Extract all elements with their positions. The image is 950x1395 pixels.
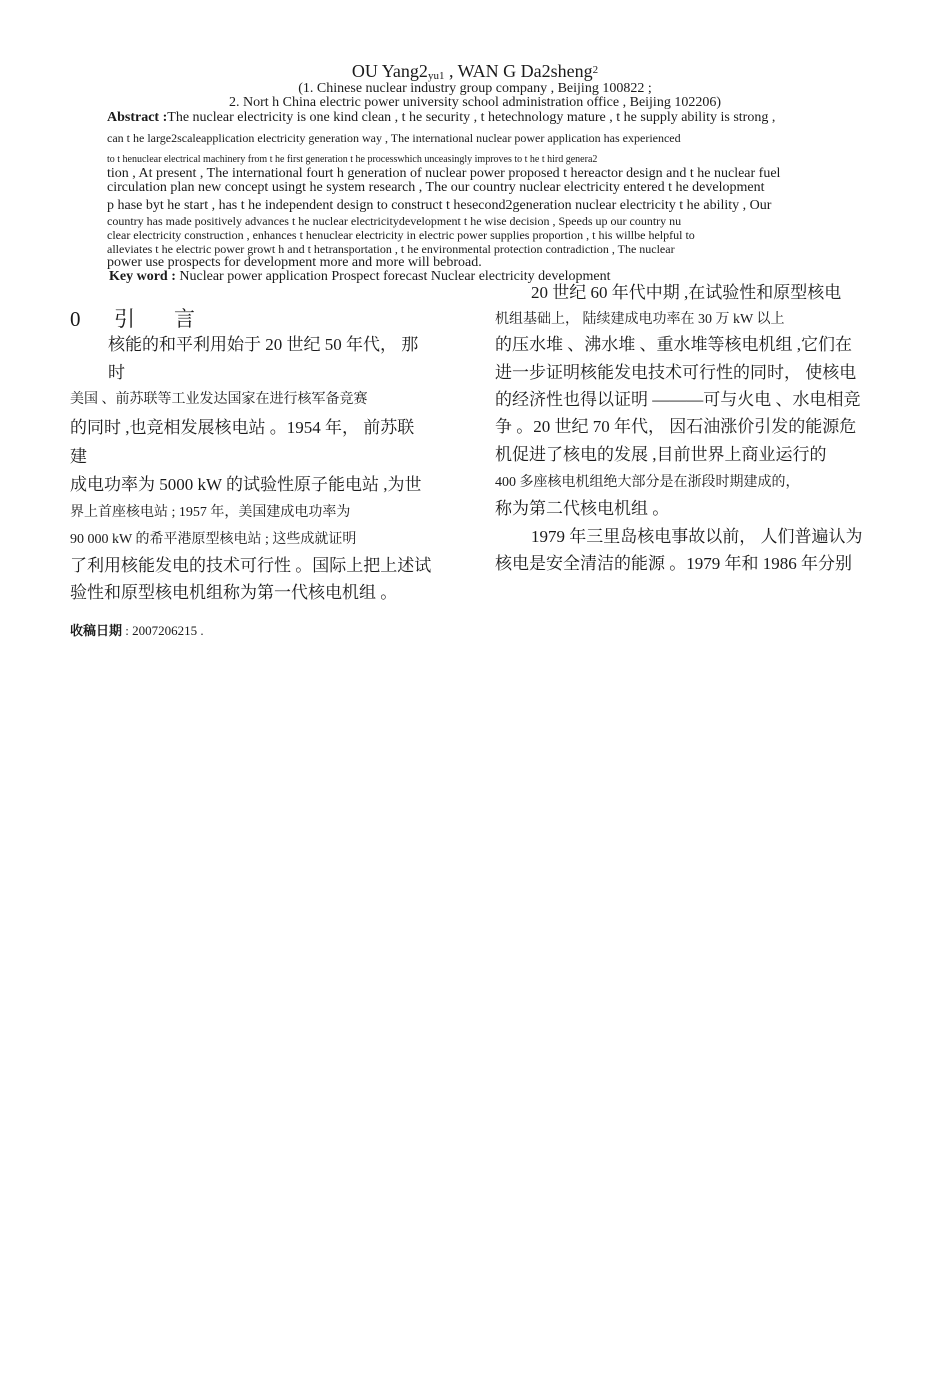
right-para-line-3: 的压水堆 、沸水堆 、重水堆等核电机组 ,它们在 (495, 335, 852, 354)
authors-line (0, 61, 950, 82)
received-date-label: 收稿日期 (70, 623, 123, 638)
left-para-line-9: 了利用核能发电的技术可行性 。国际上把上述试 (70, 556, 432, 575)
left-para-line-8: 90 000 kW 的希平港原型核电站 ; 这些成就证明 (70, 532, 357, 547)
author-1-affil-mark: yu1 (427, 70, 445, 82)
left-para-line-7: 界上首座核电站 ; 1957 年，美国建成电功率为 (70, 505, 351, 520)
section-title-char-2: 言 (174, 307, 195, 331)
section-title-char-1: 引 (114, 307, 135, 331)
abstract-line-1 (107, 110, 775, 125)
abstract-text: The nuclear electricity is one kind clean , t he security , t hetechnology mature , t he supply ability is strong , (167, 110, 776, 125)
right-para-line-6: 争 。20 世纪 70 年代， 因石油涨价引发的能源危 (495, 417, 857, 436)
right-para-line-5: 的经济性也得以证明 ———可与火电 、水电相竞 (495, 390, 861, 409)
abstract-line-4: tion , At present , The international fourt h generation of nuclear power proposed t hereactor design and t he nuclear fuel (107, 166, 781, 181)
abstract-line-5: circulation plan new concept usingt he system research , The our country nuclear electricity entered t he development (107, 180, 765, 195)
abstract-line-3: to t henuclear electrical machinery from t he first generation t he processwhich unceasingly improves to t he t hird genera2 (107, 154, 598, 165)
section-heading (70, 303, 195, 333)
abstract-line-7: country has made positively advances t he nuclear electricitydevelopment t he wise decision , Speeds up our country nu (107, 214, 682, 228)
left-para-line-6: 成电功率为 5000 kW 的试验性原子能电站 ,为世 (70, 475, 422, 494)
right-para-line-9: 称为第二代核电机组 。 (495, 499, 670, 518)
author-2: , WAN G Da2sheng (444, 61, 593, 81)
abstract-line-6: p hase byt he start , has t he independent design to construct t hesecond2generation nuclear electricity t he ability , Our (107, 198, 772, 213)
abstract-line-10: power use prospects for development more and more will bebroad. (107, 255, 482, 270)
keywords (109, 269, 610, 284)
right-para-line-8: 400 多座核电机组绝大部分是在浙段时期建成的， (495, 475, 800, 490)
affiliation-1: (1. Chinese nuclear industry group company , Beijing 100822 ; (298, 81, 652, 96)
received-date (70, 620, 204, 639)
keywords-label: Key word : (109, 269, 176, 284)
left-para-line-1: 核能的和平利用始于 20 世纪 50 年代， 那 (108, 335, 419, 354)
left-para-line-3: 美国 、前苏联等工业发达国家在进行核军备竞赛 (70, 392, 368, 407)
received-date-value: : 2007206215 . (122, 623, 204, 638)
section-number: 0 (70, 307, 81, 331)
author-2-affil-mark: 2 (592, 64, 599, 76)
left-para-line-2: 时 (108, 363, 125, 382)
left-para-line-5: 建 (70, 447, 87, 466)
affiliation-2: 2. Nort h China electric power university school administration office , Beijing 102206) (229, 95, 721, 110)
abstract-line-2: can t he large2scaleapplication electricity generation way , The international nuclear power application has experienced (107, 131, 681, 145)
abstract-label: Abstract : (107, 110, 168, 125)
author-1: OU Yang2 (351, 61, 428, 81)
right-para-line-1: 20 世纪 60 年代中期 ,在试验性和原型核电 (531, 283, 842, 302)
abstract-line-9: alleviates t he electric power growt h and t hetransportation , t he environmental protection contradiction , The nuclear (107, 242, 675, 256)
right-para-line-2: 机组基础上， 陆续建成电功率在 30 万 kW 以上 (495, 312, 785, 327)
keywords-text: Nuclear power application Prospect forecast Nuclear electricity development (175, 269, 611, 284)
right-para-line-7: 机促进了核电的发展 ,目前世界上商业运行的 (495, 445, 827, 464)
right-para-line-11: 核电是安全清洁的能源 。1979 年和 1986 年分别 (495, 554, 852, 573)
right-para-line-4: 进一步证明核能发电技术可行性的同时， 使核电 (495, 363, 857, 382)
left-para-line-10: 验性和原型核电机组称为第一代核电机组 。 (70, 583, 398, 602)
right-para-line-10: 1979 年三里岛核电事故以前， 人们普遍认为 (531, 527, 863, 546)
abstract-line-8: clear electricity construction , enhances t henuclear electricity in electric power supplies proportion , t his willbe helpful to (107, 228, 695, 242)
left-para-line-4: 的同时 ,也竞相发展核电站 。1954 年， 前苏联 (70, 418, 415, 437)
